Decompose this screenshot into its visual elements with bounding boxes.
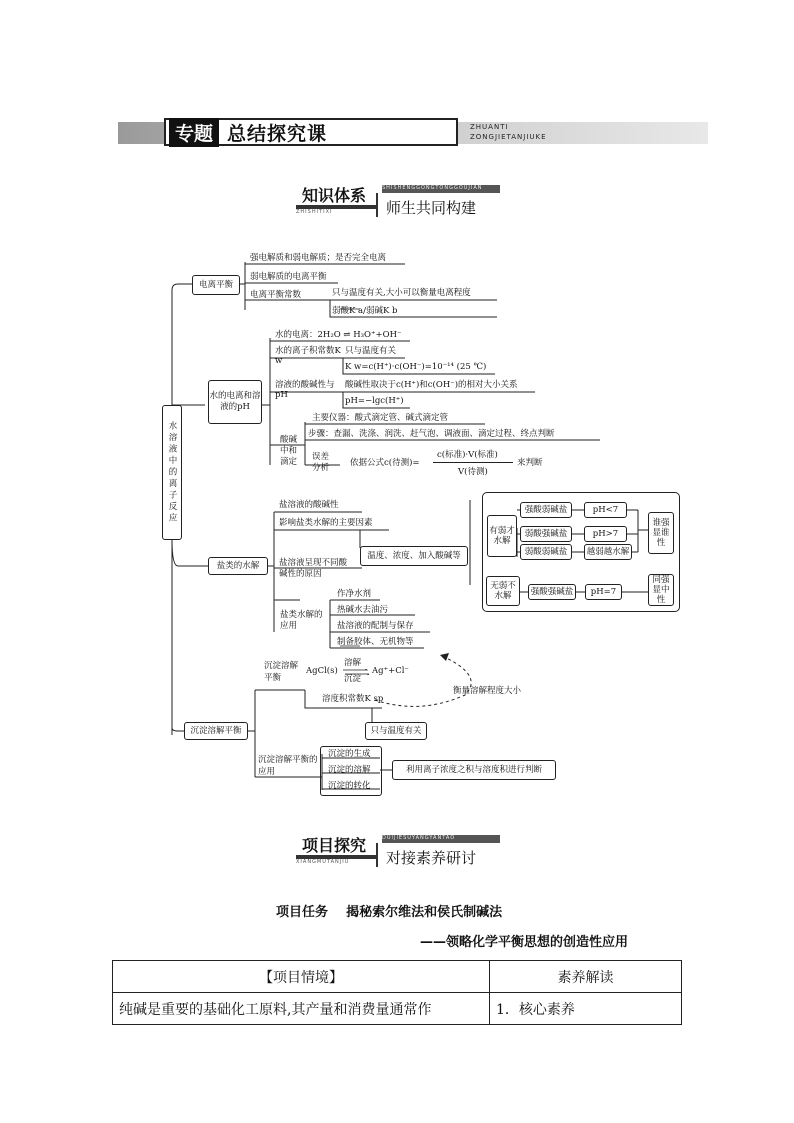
node-formula-den: V(待测): [458, 467, 488, 477]
heading2-separator: [376, 843, 378, 867]
rule-ph-eq7-label: pH=7: [590, 587, 617, 597]
table-header-row: [113, 961, 682, 993]
branch-precipitation: [184, 722, 248, 740]
node-kw: 水的离子积常数K w: [275, 346, 341, 366]
branch-ionization-label: 电离平衡: [198, 280, 233, 290]
node-ka-kb: 弱酸K a/弱碱K b: [332, 306, 398, 316]
node-dissolve: 溶解: [344, 658, 362, 668]
node-precip-dissolve: 沉淀的溶解: [328, 765, 371, 775]
node-judgement-label: 利用离子浓度之积与溶度积进行判断: [405, 765, 542, 775]
rule-neutral: [648, 574, 674, 606]
rule-weaker-more-label: 越弱越水解: [586, 547, 630, 557]
node-measure-note: 衡量溶解程度大小: [453, 686, 522, 696]
project-table: [112, 960, 682, 1025]
rule-ph-lt7: [584, 502, 627, 518]
task-title: 项目任务 揭秘索尔维法和侯氏制碱法: [276, 905, 503, 920]
table-header-cell: 【项目情境】: [113, 961, 490, 993]
node-reason: 盐溶液呈现不同酸碱性的原因: [279, 558, 348, 579]
rule-weak-hydrolyze: [487, 515, 517, 557]
section-heading-project: [296, 833, 502, 867]
rule-weak-acid-strong-base: [520, 526, 572, 542]
node-precip-app: 沉淀溶解平衡的应用: [258, 755, 318, 777]
rule-sawb-label: 强酸弱碱盐: [524, 505, 568, 515]
node-ksp: 溶度积常数K sp: [322, 694, 384, 704]
fraction-bar: [433, 462, 513, 463]
node-formula-intro: 依据公式c(待测)=: [350, 458, 420, 468]
node-kw-temp: 只与温度有关: [345, 346, 397, 356]
node-ionization-constant: 电离平衡常数: [250, 290, 302, 300]
table-cell: 1．核心素养: [490, 993, 682, 1025]
branch-water-ph-label: 水的电离和溶液的pH: [209, 391, 261, 412]
branch-hydrolysis: [208, 557, 268, 575]
node-factors-detail: [360, 546, 468, 566]
banner-pinyin-2: ZONGJIETANJIUKE: [470, 133, 547, 141]
precip-app-group: [320, 746, 382, 796]
node-agcl: AgCl(s): [306, 666, 338, 676]
rule-neutral-label: 同强显中性: [652, 575, 670, 605]
table-header-cell: 素养解读: [490, 961, 682, 993]
node-ag-cl: Ag⁺+Cl⁻: [372, 666, 409, 676]
rule-strong-acid-weak-base: [520, 502, 572, 518]
rule-ph-gt7-label: pH>7: [592, 529, 619, 539]
rule-ph-eq7: [585, 584, 622, 600]
heading2-pinyin-bottom: XIANGMUTANJIU: [296, 859, 350, 865]
node-formula-tail: 来判断: [517, 458, 543, 468]
rule-stronger-shows: [648, 512, 674, 554]
branch-precipitation-label: 沉淀溶解平衡: [190, 726, 242, 736]
banner-pinyin-1: ZHUANTI: [470, 123, 509, 131]
node-precip-form: 沉淀的生成: [328, 749, 371, 759]
rule-strong-strong: [528, 584, 576, 600]
rule-wawb-label: 弱酸弱碱盐: [524, 547, 568, 557]
node-water-ionization: 水的电离：2H₂O ⇌ H₃O⁺+OH⁻: [275, 330, 402, 340]
rule-weak-hydrolyze-label: 有弱才水解: [489, 526, 515, 546]
node-formula-num: c(标准)·V(标准): [437, 450, 498, 460]
node-judgement: [392, 760, 556, 780]
node-temp-only: 只与温度有关,大小可以衡量电离程度: [332, 288, 471, 298]
node-dissolution-eq: 沉淀溶解平衡: [264, 661, 299, 683]
rule-no-weak-label: 无弱不水解: [490, 581, 516, 601]
node-instruments: 主要仪器：酸式滴定管、碱式滴定管: [312, 413, 449, 423]
node-precip-convert: 沉淀的转化: [328, 781, 371, 791]
node-error-analysis: 误差分析: [312, 452, 330, 473]
rule-weaker-more: [584, 544, 632, 560]
node-ksp-temp-label: 只与温度有关: [370, 726, 422, 736]
node-strong-weak: 强电解质和弱电解质；是否完全电离: [250, 253, 387, 263]
branch-hydrolysis-label: 盐类的水解: [216, 561, 260, 571]
table-cell: 纯碱是重要的基础化工原料,其产量和消费量通常作: [113, 993, 490, 1025]
node-ksp-temp: [365, 722, 427, 740]
banner-tag: 专题: [169, 118, 219, 147]
node-app-purify: 作净水剂: [337, 589, 372, 599]
node-app-colloid: 制备胶体、无机物等: [337, 637, 414, 647]
task-subtitle: ——领略化学平衡思想的创造性应用: [420, 935, 629, 950]
section2-subtitle: 对接素养研讨: [386, 849, 477, 867]
rule-ph-gt7: [584, 526, 627, 542]
branch-ionization: [192, 275, 240, 295]
node-factors: 影响盐类水解的主要因素: [279, 518, 373, 528]
node-salt-acidity: 盐溶液的酸碱性: [279, 500, 339, 510]
node-factors-detail-label: 温度、浓度、加入酸碱等: [367, 551, 461, 561]
branch-water-ph: [208, 380, 262, 424]
rule-wasb-label: 弱酸强碱盐: [524, 529, 568, 539]
node-kw-formula: K w=c(H⁺)·c(OH⁻)=10⁻¹⁴ (25 ℃): [345, 362, 487, 372]
node-acidity-relation: 酸碱性取决于c(H⁺)和c(OH⁻)的相对大小关系: [345, 380, 518, 390]
node-applications: 盐类水解的应用: [280, 610, 323, 631]
section-title: 知识体系: [302, 186, 367, 205]
rule-ph-lt7-label: pH<7: [592, 505, 619, 515]
heading2-pinyin-top: DUIJIESUYANGYANTAO: [382, 835, 500, 843]
section2-title: 项目探究: [302, 836, 367, 855]
node-steps: 步骤：查漏、洗涤、润洗、赶气泡、调液面、滴定过程、终点判断: [308, 429, 555, 439]
table-row: [113, 993, 682, 1025]
mindmap-root: [162, 405, 182, 540]
heading-pinyin-bottom: ZHISHITIXI: [296, 209, 333, 215]
root-label: 水溶液中的离子反应: [167, 420, 177, 525]
node-titration: 酸碱中和滴定: [280, 435, 298, 467]
node-precipitate: 沉淀: [344, 674, 362, 684]
section-subtitle: 师生共同构建: [386, 199, 477, 217]
rule-weak-acid-weak-base: [520, 544, 572, 560]
rule-no-weak: [486, 576, 520, 606]
node-acidity-ph: 溶液的酸碱性与pH: [275, 380, 335, 400]
banner-title: 总结探究课: [227, 122, 328, 145]
node-ph-formula: pH=−lgc(H⁺): [345, 396, 404, 406]
node-app-grease: 热碱水去油污: [337, 605, 389, 615]
heading-pinyin-top: SHISHENGGONGTONGGOUJIAN: [382, 185, 500, 193]
rule-strong-strong-label: 强酸强碱盐: [530, 587, 574, 597]
node-app-storage: 盐溶液的配制与保存: [337, 621, 414, 631]
node-weak-equilibrium: 弱电解质的电离平衡: [250, 272, 327, 282]
rule-stronger-shows-label: 谁强显谁性: [652, 518, 670, 548]
